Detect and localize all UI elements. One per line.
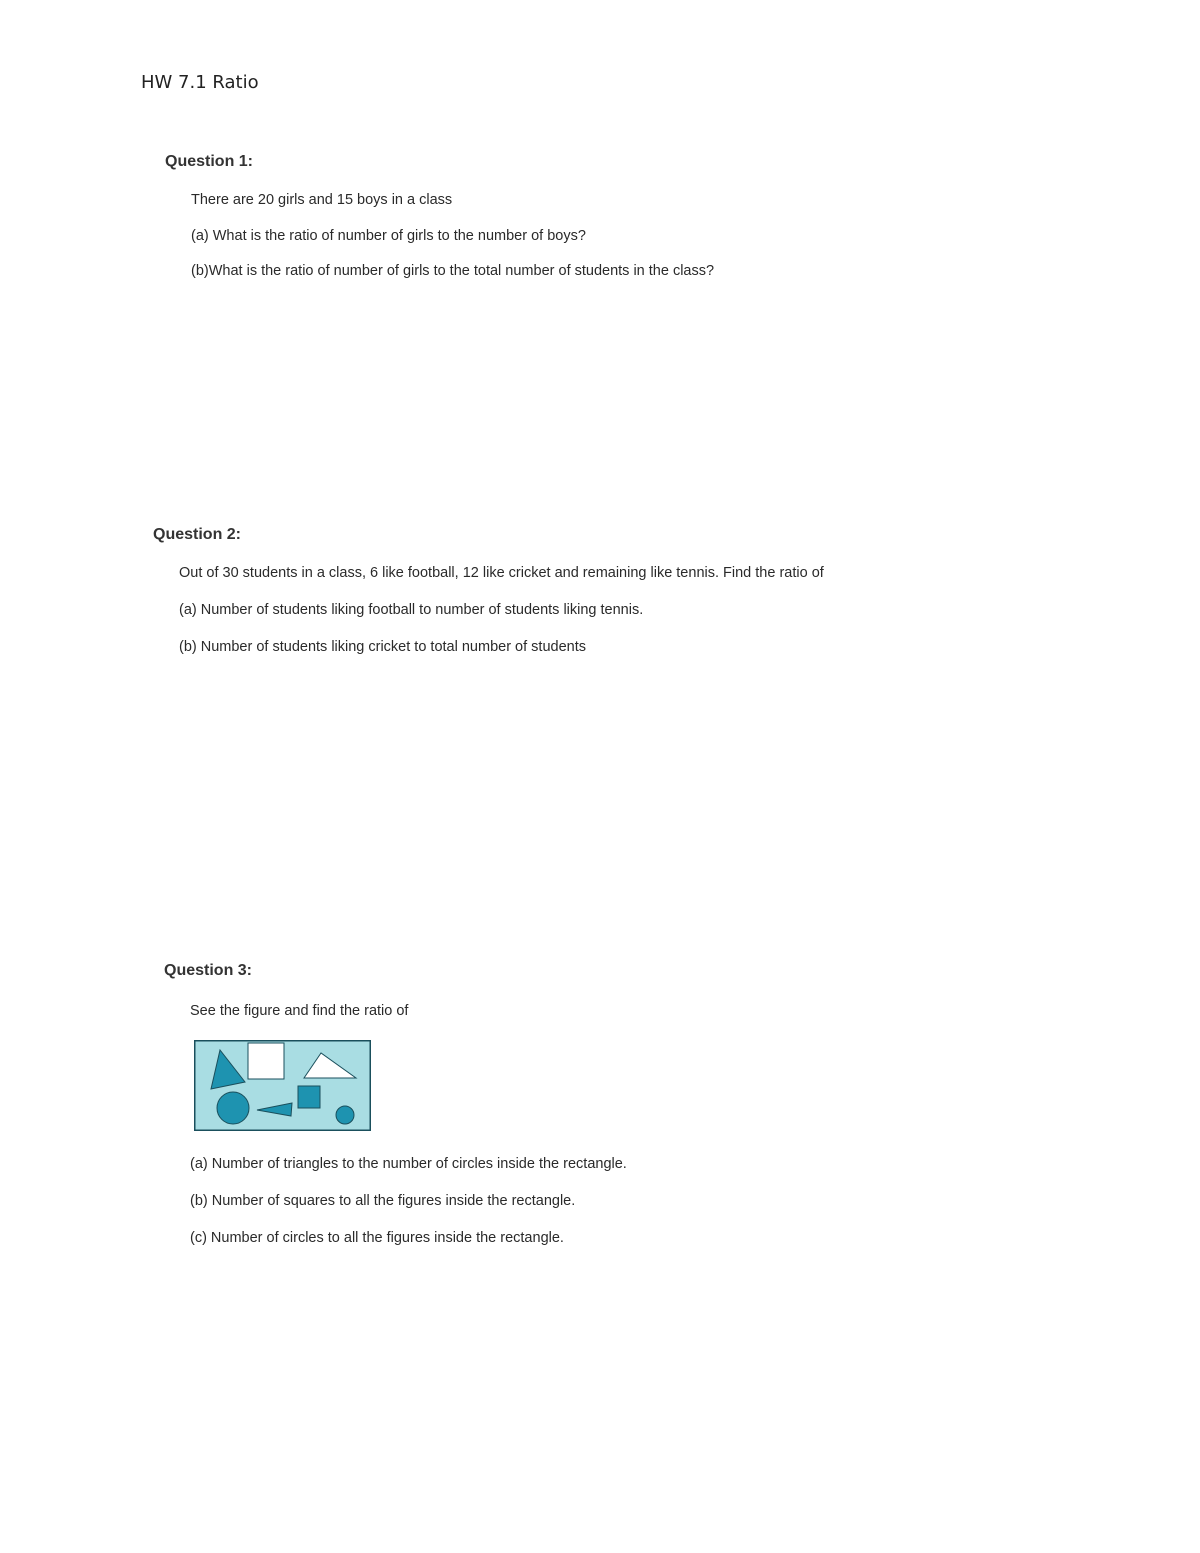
document-title: HW 7.1 Ratio [141,72,259,93]
shapes-figure-svg [194,1040,371,1131]
question-1-part-a: (a) What is the ratio of number of girls to the number of boys? [191,228,586,244]
question-2-part-b: (b) Number of students liking cricket to total number of students [179,639,586,655]
question-3-heading: Question 3: [164,962,253,979]
figure-white-square [248,1043,284,1079]
figure-filled-square [298,1086,320,1108]
question-3-part-b: (b) Number of squares to all the figures inside the rectangle. [190,1193,576,1209]
question-2-heading: Question 2: [153,526,242,543]
question-1-heading: Question 1: [165,153,254,170]
question-2-part-a: (a) Number of students liking football to number of students liking tennis. [179,602,644,618]
question-3-part-c: (c) Number of circles to all the figures inside the rectangle. [190,1230,564,1246]
question-3-part-a: (a) Number of triangles to the number of circles inside the rectangle. [190,1156,627,1172]
figure-filled-circle-small [336,1106,354,1124]
question-1-statement: There are 20 girls and 15 boys in a class [191,192,453,208]
question-2-statement: Out of 30 students in a class, 6 like football, 12 like cricket and remaining like tennis. Find the ratio of [179,565,824,581]
figure-filled-circle-large [217,1092,249,1124]
shapes-figure [194,1040,371,1131]
question-3-intro: See the figure and find the ratio of [190,1003,409,1019]
question-1-part-b: (b)What is the ratio of number of girls to the total number of students in the class? [191,263,715,279]
